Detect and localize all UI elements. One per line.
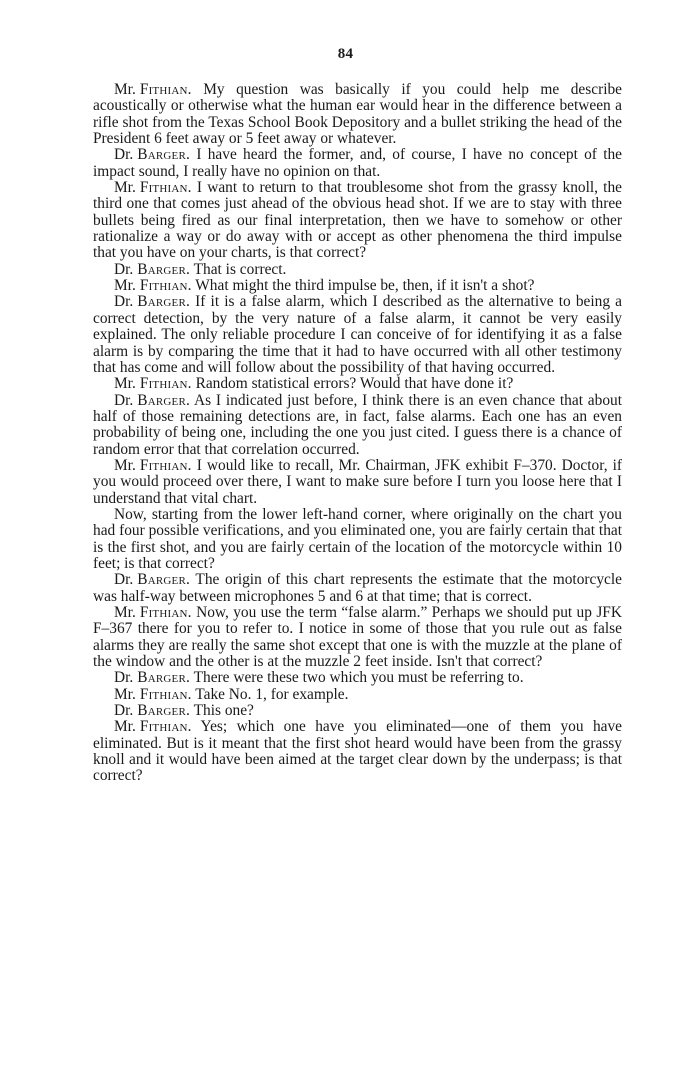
paragraph-text: Random statistical errors? Would that have done it? (195, 375, 514, 393)
paragraph-text: My question was basically if you could help me describe acoustically or otherwise what the human ear would hear in the difference between a rifle shot from the Texas School Book Depository and a bullet striking the head of the President 6 feet away or 5 feet away or whatever. (93, 81, 622, 148)
paragraph-text: If it is a false alarm, which I described as the alternative to being a correct detection, by the very nature of a false alarm, it cannot be very easily explained. The only reliable procedure I can conceive of for identifying it as a false alarm is by comparing the time that it had to have occurred with all other testimony that has come and will follow about the possibility of that having occurred. (93, 293, 622, 376)
paragraph (93, 376, 622, 392)
paragraph-text: There were these two which you must be referring to. (193, 669, 524, 687)
speaker-title: Mr. (114, 81, 136, 98)
paragraph-text: Now, you use the term “false alarm.” Perhaps we should put up JFK F–367 there for you to refer to. I notice in some of those that you rule out as false alarms they are really the same shot except that one is with the muzzle at the plane of the window and the other is at the muzzle 2 feet inside. Isn't that correct? (93, 604, 622, 671)
speaker-title: Dr. (114, 146, 134, 164)
paragraph (93, 147, 622, 180)
speaker-name: Barger. (137, 146, 191, 164)
speaker-title: Mr. (114, 685, 136, 703)
paragraph-text: Take No. 1, for example. (195, 685, 349, 703)
paragraph (93, 605, 622, 670)
paragraph-text: As I indicated just before, I think there is an even chance that about half of those remaining detections are, in fact, false alarms. Each one has an even probability of being one, including the one you just cited. I guess there is a chance of random error that that correlation occurred. (93, 391, 622, 458)
speaker-title: Dr. (114, 702, 134, 720)
speaker-name: Barger. (137, 260, 191, 278)
paragraph-text: This one? (193, 702, 254, 720)
paragraph (93, 703, 622, 719)
speaker-title: Mr. (114, 375, 136, 393)
speaker-title: Dr. (114, 391, 134, 409)
paragraph-text: That is correct. (193, 260, 287, 278)
speaker-name: Fithian. (139, 179, 192, 197)
speaker-title: Dr. (114, 571, 134, 589)
paragraph (93, 572, 622, 605)
speaker-title: Dr. (114, 669, 134, 687)
paragraph (93, 458, 622, 507)
paragraph-text: The origin of this chart represents the estimate that the motorcycle was half-way between microphones 5 and 6 at that time; that is correct. (93, 571, 622, 605)
speaker-name: Barger. (137, 669, 191, 687)
speaker-name: Barger. (137, 293, 191, 311)
paragraph (93, 294, 622, 376)
speaker-title: Dr. (114, 293, 134, 311)
speaker-name: Fithian. (139, 277, 192, 295)
page-number: 84 (337, 46, 354, 62)
paragraph (93, 180, 622, 262)
speaker-name: Fithian. (139, 604, 192, 621)
speaker-name: Barger. (137, 702, 191, 720)
speaker-title: Mr. (114, 277, 136, 295)
speaker-name: Barger. (137, 571, 191, 589)
paragraph-text: Now, starting from the lower left-hand corner, where originally on the chart you had four possible verifications, and you eliminated one, you are fairly certain that that is the first shot, and you are fairly certain of the location of the motorcycle within 10 feet; is that correct? (93, 505, 622, 572)
paragraph-text: Yes; which one have you eliminated—one of them you have eliminated. But is it meant that the first shot heard would have been from the grassy knoll and it would have been aimed at the target clear down by the underpass; is that correct? (93, 718, 623, 785)
speaker-title: Mr. (114, 179, 136, 197)
paragraph (93, 687, 622, 703)
speaker-name: Fithian. (139, 718, 192, 736)
paragraph (93, 507, 622, 572)
speaker-title: Dr. (114, 260, 134, 278)
paragraph (93, 262, 622, 278)
speaker-title: Mr. (114, 456, 136, 474)
paragraph-text: I would like to recall, Mr. Chairman, JFK exhibit F–370. Doctor, if you would proceed over there, I want to make sure before I turn you loose here that I understand that vital chart. (93, 456, 622, 507)
speaker-title: Mr. (114, 604, 136, 621)
speaker-name: Fithian. (139, 375, 192, 393)
speaker-name: Fithian. (139, 81, 192, 98)
speaker-name: Fithian. (139, 456, 192, 474)
speaker-title: Mr. (114, 718, 136, 736)
paragraph (93, 82, 622, 147)
paragraph-text: What might the third impulse be, then, if it isn't a shot? (195, 277, 535, 295)
speaker-name: Barger. (137, 391, 191, 409)
paragraph (93, 670, 622, 686)
paragraph (93, 719, 622, 784)
paragraph-text: I want to return to that troublesome shot from the grassy knoll, the third one that comes just ahead of the obvious head shot. If we are to stay with three bullets being fired as our final interpretation, then we have to somehow or other rationalize a way or do away with or accept as other phenomena the third impulse that you have on your charts, is that correct? (93, 179, 622, 262)
speaker-name: Fithian. (139, 685, 192, 703)
paragraph (93, 393, 622, 458)
paragraph (93, 278, 622, 294)
paragraph-text: I have heard the former, and, of course, I have no concept of the impact sound, I really have no opinion on that. (93, 146, 623, 180)
transcript-body (93, 82, 622, 785)
